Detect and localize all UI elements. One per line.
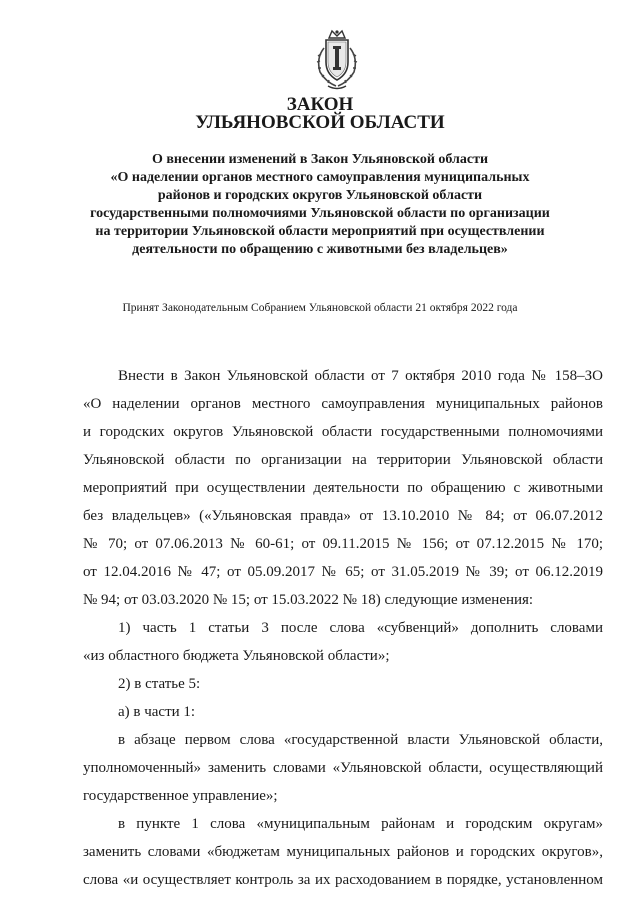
body-line: а) в части 1: bbox=[118, 704, 196, 720]
body-line: № 70; от 07.06.2013 № 60-61; от 09.11.2015 № 156; от 07.12.2015 № 170; bbox=[83, 536, 603, 552]
body-line: без владельцев» («Ульяновская правда» от 13.10.2010 № 84; от 06.07.2012 bbox=[83, 508, 603, 524]
subtitle-line: О внесении изменений в Закон Ульяновской области bbox=[151, 152, 489, 167]
body-line: «из областного бюджета Ульяновской области»; bbox=[83, 648, 390, 664]
body-line: 1) часть 1 статьи 3 после слова «субвенций» дополнить словами bbox=[118, 620, 603, 636]
subtitle-line: государственными полномочиями Ульяновской области по организации bbox=[90, 206, 550, 221]
body-line: от 12.04.2016 № 47; от 05.09.2017 № 65; от 31.05.2019 № 39; от 06.12.2019 bbox=[83, 564, 603, 580]
body-line: мероприятий при осуществлении деятельности по обращению с животными bbox=[83, 480, 603, 496]
coat-of-arms-icon bbox=[312, 28, 362, 92]
body-line: заменить словами «бюджетам муниципальных районов и городских округов», bbox=[83, 844, 603, 860]
adoption-note: Принят Законодательным Собранием Ульяновской области 21 октября 2022 года bbox=[122, 302, 518, 314]
body-line: Ульяновской области по организации на территории Ульяновской области bbox=[83, 452, 603, 468]
subtitle-line: районов и городских округов Ульяновской области bbox=[157, 188, 483, 203]
body-line: в абзаце первом слова «государственной власти Ульяновской области, bbox=[118, 732, 603, 748]
body-line: в пункте 1 слова «муниципальным районам и городским округам» bbox=[118, 816, 603, 832]
law-title: ЗАКОН bbox=[286, 94, 354, 115]
body-line: № 94; от 03.03.2020 № 15; от 15.03.2022 № 18) следующие изменения: bbox=[83, 592, 534, 608]
subtitle-line: деятельности по обращению с животными без владельцев» bbox=[132, 242, 508, 257]
body-line: Внести в Закон Ульяновской области от 7 октября 2010 года № 158–ЗО bbox=[118, 368, 603, 384]
subtitle-line: «О наделении органов местного самоуправления муниципальных bbox=[110, 170, 530, 185]
body-line: и городских округов Ульяновской области государственными полномочиями bbox=[83, 424, 603, 440]
body-line: государственное управление»; bbox=[83, 788, 278, 804]
region-title: УЛЬЯНОВСКОЙ ОБЛАСТИ bbox=[195, 112, 445, 133]
subtitle-line: на территории Ульяновской области мероприятий при осуществлении bbox=[95, 224, 545, 239]
body-line: 2) в статье 5: bbox=[118, 676, 201, 692]
body-line: слова «и осуществляет контроль за их расходованием в порядке, установленном bbox=[83, 872, 603, 888]
body-line: «О наделении органов местного самоуправления муниципальных районов bbox=[83, 396, 603, 412]
body-line: уполномоченный» заменить словами «Ульяновской области, осуществляющий bbox=[83, 760, 603, 776]
